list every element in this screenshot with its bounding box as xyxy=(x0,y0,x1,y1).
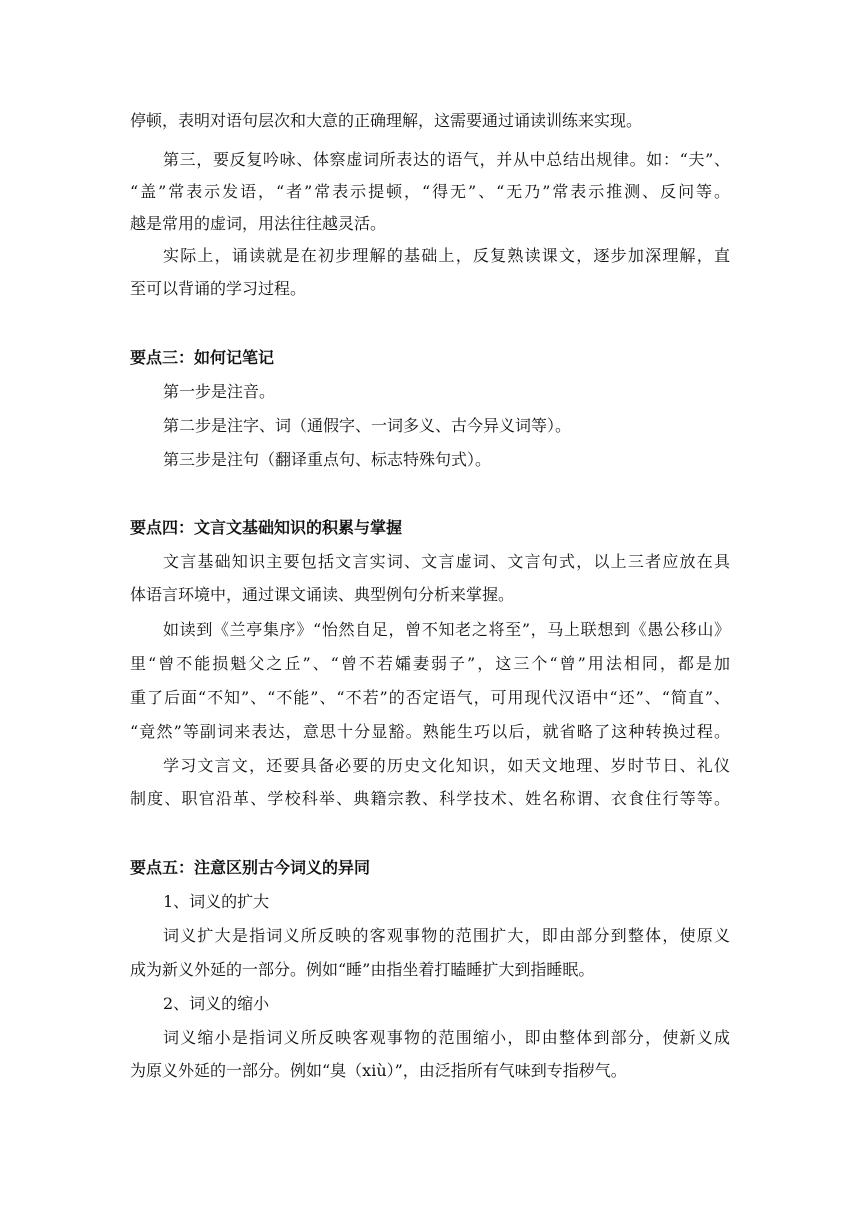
paragraph-line: 越是常用的虚词，用法往往越灵活。 xyxy=(130,214,387,233)
paragraph-line: 文言基础知识主要包括文言实词、文言虚词、文言句式，以上三者应放在具 xyxy=(163,552,730,571)
paragraph-line: 第二步是注字、词（通假字、一词多义、古今异义词等）。 xyxy=(163,416,572,435)
paragraph-line: “竟然”等副词来表达，意思十分显豁。熟能生巧以后，就省略了这种转换过程。 xyxy=(130,722,730,741)
subheading-line: 1、词义的扩大 xyxy=(163,892,270,911)
paragraph-line: 如读到《兰亭集序》“怡然自足，曾不知老之将至”，马上联想到《愚公移山》 xyxy=(163,620,730,639)
paragraph-line: 里“曾不能损魁父之丘”、“曾不若孀妻弱子”，这三个“曾”用法相同，都是加 xyxy=(130,654,730,673)
paragraph-line: 为原义外延的一部分。例如“臭（xiù）”，由泛指所有气味到专指秽气。 xyxy=(130,1061,627,1080)
paragraph-line: 词义缩小是指词义所反映客观事物的范围缩小，即由整体到部分，使新义成 xyxy=(163,1028,730,1047)
section-heading: 要点三：如何记笔记 xyxy=(130,348,275,367)
section-heading: 要点五：注意区别古今词义的异同 xyxy=(130,858,371,877)
subheading-line: 2、词义的缩小 xyxy=(163,994,270,1013)
paragraph-line: 体语言环境中，通过课文诵读、典型例句分析来掌握。 xyxy=(130,585,515,604)
paragraph-line: 停顿，表明对语句层次和大意的正确理解，这需要通过诵读训练来实现。 xyxy=(130,111,643,130)
paragraph-line: 第三步是注句（翻译重点句、标志特殊句式）。 xyxy=(163,450,492,469)
paragraph-line: 重了后面“不知”、“不能”、“不若”的否定语气，可用现代汉语中“还”、“简直”、 xyxy=(130,688,730,707)
section-heading: 要点四：文言文基础知识的积累与掌握 xyxy=(130,518,403,537)
paragraph-line: “盖”常表示发语，“者”常表示提顿，“得无”、“无乃”常表示推测、反问等。 xyxy=(130,182,730,201)
paragraph-line: 至可以背诵的学习过程。 xyxy=(130,279,307,298)
paragraph-line: 词义扩大是指词义所反映的客观事物的范围扩大，即由部分到整体，使原义 xyxy=(163,926,730,945)
paragraph-line: 第一步是注音。 xyxy=(163,382,276,401)
paragraph-line: 第三，要反复吟咏、体察虚词所表达的语气，并从中总结出规律。如：“夫”、 xyxy=(163,150,730,169)
paragraph-line: 成为新义外延的一部分。例如“睡”由指坐着打瞌睡扩大到指睡眠。 xyxy=(130,960,595,979)
paragraph-line: 制度、职官沿革、学校科举、典籍宗教、科学技术、姓名称谓、衣食住行等等。 xyxy=(130,789,730,808)
paragraph-line: 学习文言文，还要具备必要的历史文化知识，如天文地理、岁时节日、礼仪 xyxy=(163,756,730,775)
paragraph-line: 实际上，诵读就是在初步理解的基础上，反复熟读课文，逐步加深理解，直 xyxy=(163,246,730,265)
